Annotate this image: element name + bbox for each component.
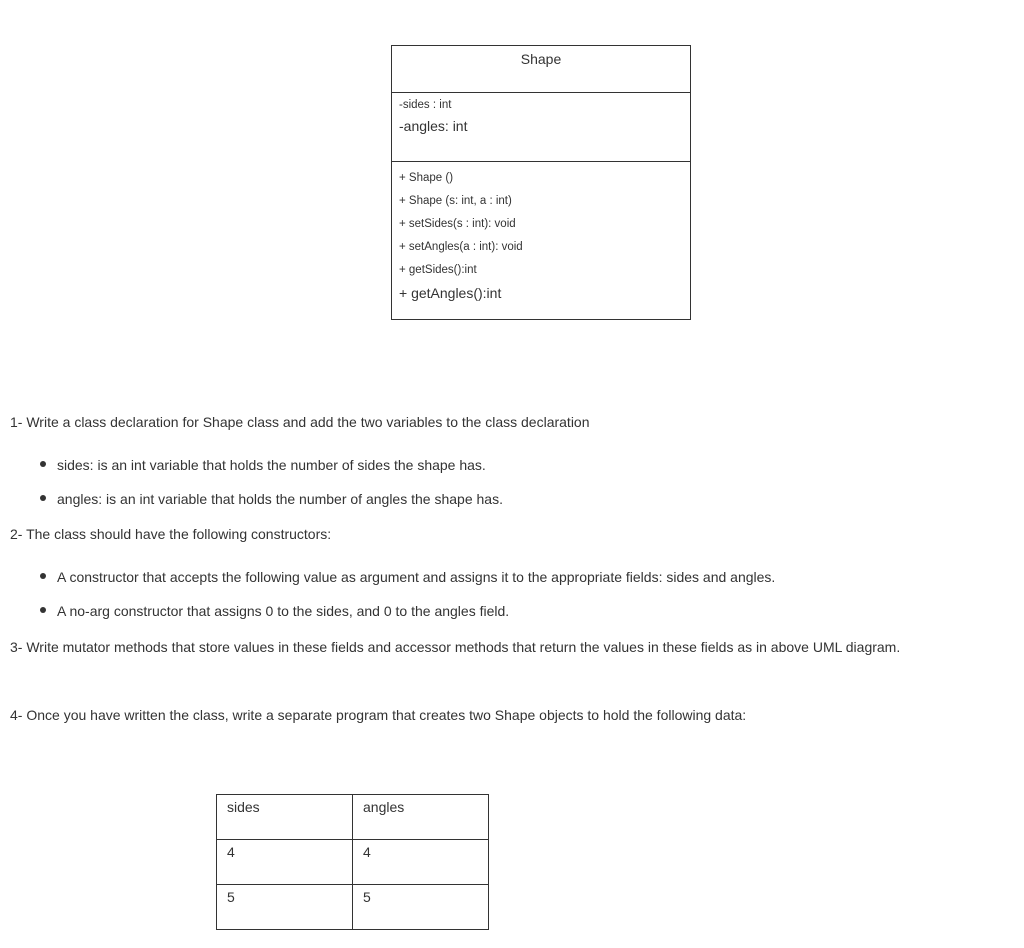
table-header-row [217,795,489,840]
bullet-icon [40,495,46,501]
table-cell: 4 [217,840,353,885]
uml-attribute-sides: -sides : int [399,99,452,111]
bullet-text: angles: is an int variable that holds the number of angles the shape has. [57,491,503,507]
q1-bullet-angles [40,491,503,507]
bullet-text: sides: is an int variable that holds the number of sides the shape has. [57,457,486,473]
bullet-text: A constructor that accepts the following value as argument and assigns it to the appropriate fields: sides and angles. [57,569,776,585]
table-cell: 5 [353,885,489,930]
uml-attributes [392,93,690,162]
table-header-cell: sides [217,795,353,840]
uml-class-diagram [391,45,691,320]
table-row [217,840,489,885]
shape-data-table [216,794,489,930]
question-2: 2- The class should have the following constructors: [10,526,332,542]
bullet-icon [40,573,46,579]
bullet-text: A no-arg constructor that assigns 0 to the sides, and 0 to the angles field. [57,603,510,619]
bullet-icon [40,607,46,613]
uml-method: + setSides(s : int): void [399,218,516,230]
table-cell: 4 [353,840,489,885]
uml-methods [392,162,690,304]
table-row [217,885,489,930]
question-1: 1- Write a class declaration for Shape class and add the two variables to the class declaration [10,414,590,430]
question-4: 4- Once you have written the class, write a separate program that creates two Shape objects to hold the following data: [10,707,747,723]
uml-attribute-angles: -angles: int [399,118,468,134]
q2-bullet-constructor [40,569,775,585]
q1-bullet-sides [40,457,486,473]
question-3: 3- Write mutator methods that store values in these fields and accessor methods that return the values in these fields as in above UML diagram. [10,639,901,655]
table-cell: 5 [217,885,353,930]
q2-bullet-no-arg [40,603,509,619]
uml-method: + getSides():int [399,264,477,276]
table-header-cell: angles [353,795,489,840]
uml-class-name: Shape [392,46,690,93]
uml-method: + Shape (s: int, a : int) [399,195,512,207]
uml-method: + Shape () [399,172,454,184]
uml-method: + getAngles():int [399,285,502,301]
uml-method: + setAngles(a : int): void [399,241,523,253]
bullet-icon [40,461,46,467]
